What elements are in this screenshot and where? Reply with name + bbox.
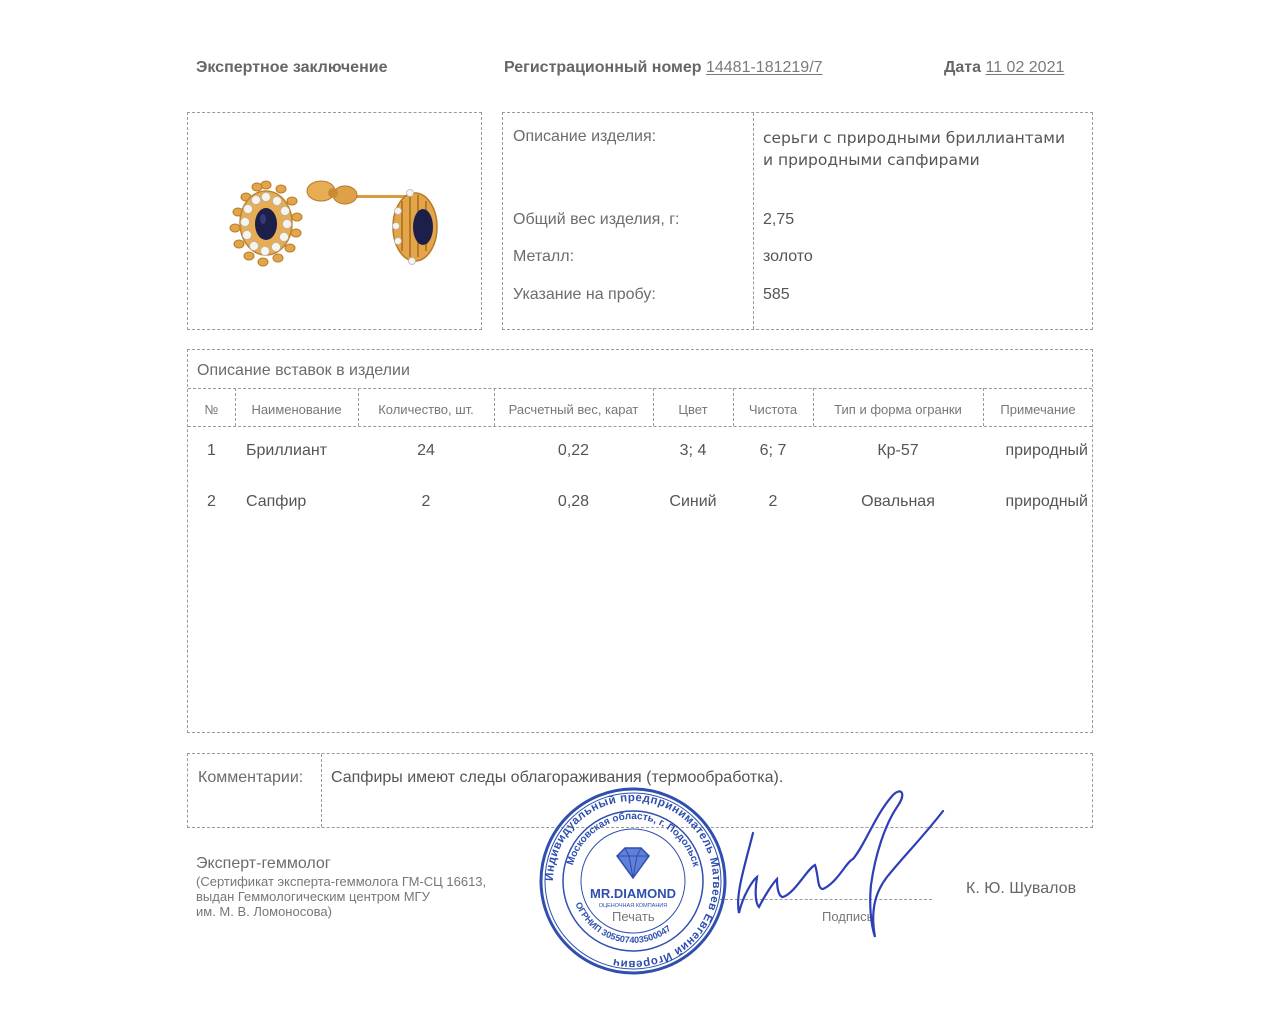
- col-header-clarity: Чистота: [748, 402, 798, 417]
- registration-value: 14481-181219/7: [705, 59, 823, 76]
- date-label: Дата: [944, 59, 982, 76]
- left-earring: [230, 181, 302, 266]
- col-header-quantity: Количество, шт.: [378, 402, 474, 417]
- date-value: 11 02 2021: [985, 59, 1065, 76]
- inserts-title: Описание вставок в изделии: [197, 362, 410, 379]
- metal-value: золото: [763, 248, 813, 265]
- expert-certificate: [196, 874, 526, 919]
- registration-label: Регистрационный номер: [504, 59, 702, 76]
- cell-weight: 0,28: [557, 493, 590, 510]
- document-title: Экспертное заключение: [196, 59, 388, 76]
- metal-label: Металл:: [513, 248, 575, 265]
- document-date: [944, 59, 1064, 77]
- hallmark-value: 585: [763, 286, 790, 303]
- earrings-photo: [188, 113, 481, 329]
- comment-label: Комментарии:: [198, 769, 304, 786]
- cell-weight: 0,22: [557, 442, 590, 459]
- col-header-name: Наименование: [251, 402, 342, 417]
- description-value: [763, 127, 1083, 171]
- weight-label: Общий вес изделия, г:: [513, 211, 680, 228]
- col-header-cut: Тип и форма огранки: [834, 402, 962, 417]
- diamond-icon: [617, 848, 649, 878]
- col-header-weight: Расчетный вес, карат: [508, 402, 639, 417]
- cell-cut: Кр-57: [877, 442, 919, 459]
- company-stamp: [538, 786, 728, 976]
- column-divider: [321, 754, 322, 827]
- cell-cut: Овальная: [861, 493, 935, 510]
- stamp-ring-text: Индивидуальный предприниматель Матвеев Евгений Игоревич: [543, 791, 723, 971]
- cell-quantity: 24: [417, 442, 435, 459]
- description-line-1: серьги с природными бриллиантами: [763, 129, 1066, 147]
- comment-text: Сапфиры имеют следы облагораживания (термообработка).: [331, 769, 784, 786]
- cell-quantity: 2: [421, 493, 431, 510]
- cell-name: Сапфир: [246, 493, 307, 510]
- cell-note: природный: [1005, 493, 1088, 510]
- cell-color: Синий: [669, 493, 717, 510]
- product-photo-frame: [187, 112, 482, 330]
- stamp-inner-text: Московская область, г. Подольск: [565, 810, 702, 868]
- cell-number: 2: [207, 493, 216, 510]
- cell-name: Бриллиант: [246, 442, 328, 459]
- cert-line-2: выдан Геммологическим центром МГУ: [196, 889, 430, 904]
- print-label: Печать: [612, 909, 655, 924]
- weight-value: 2,75: [763, 211, 795, 228]
- hallmark-label: Указание на пробу:: [513, 286, 656, 303]
- description-line-2: и природными сапфирами: [763, 151, 980, 169]
- cell-color: 3; 4: [679, 442, 707, 459]
- stamp-ogrnip: ОГРНИП 305507403500047: [573, 900, 673, 946]
- cell-clarity: 6; 7: [759, 442, 787, 459]
- cell-number: 1: [207, 442, 216, 459]
- header-top-rule: [188, 388, 1092, 389]
- expert-title: Эксперт-геммолог: [196, 855, 331, 872]
- cert-line-3: им. М. В. Ломоносова): [196, 904, 332, 919]
- description-label: Описание изделия:: [513, 128, 657, 145]
- stamp-brand-sub: ОЦЕНОЧНАЯ КОМПАНИЯ: [598, 903, 668, 909]
- product-description-box: [502, 112, 1093, 330]
- header-bottom-rule: [188, 426, 1092, 427]
- signature-label: Подпись: [822, 909, 874, 924]
- registration-number: [504, 59, 823, 77]
- column-divider: [753, 113, 754, 329]
- handwritten-signature: [725, 785, 950, 945]
- cell-note: природный: [1005, 442, 1088, 459]
- col-header-color: Цвет: [678, 402, 708, 417]
- stamp-brand: MR.DIAMOND: [590, 886, 676, 901]
- right-earring: [307, 181, 437, 265]
- col-header-note: Примечание: [1000, 402, 1076, 417]
- expert-name: К. Ю. Шувалов: [966, 880, 1077, 897]
- col-header-number: №: [204, 402, 219, 417]
- cell-clarity: 2: [768, 493, 778, 510]
- cert-line-1: (Сертификат эксперта-геммолога ГМ-СЦ 16613,: [196, 874, 487, 889]
- inserts-table-box: [187, 349, 1093, 733]
